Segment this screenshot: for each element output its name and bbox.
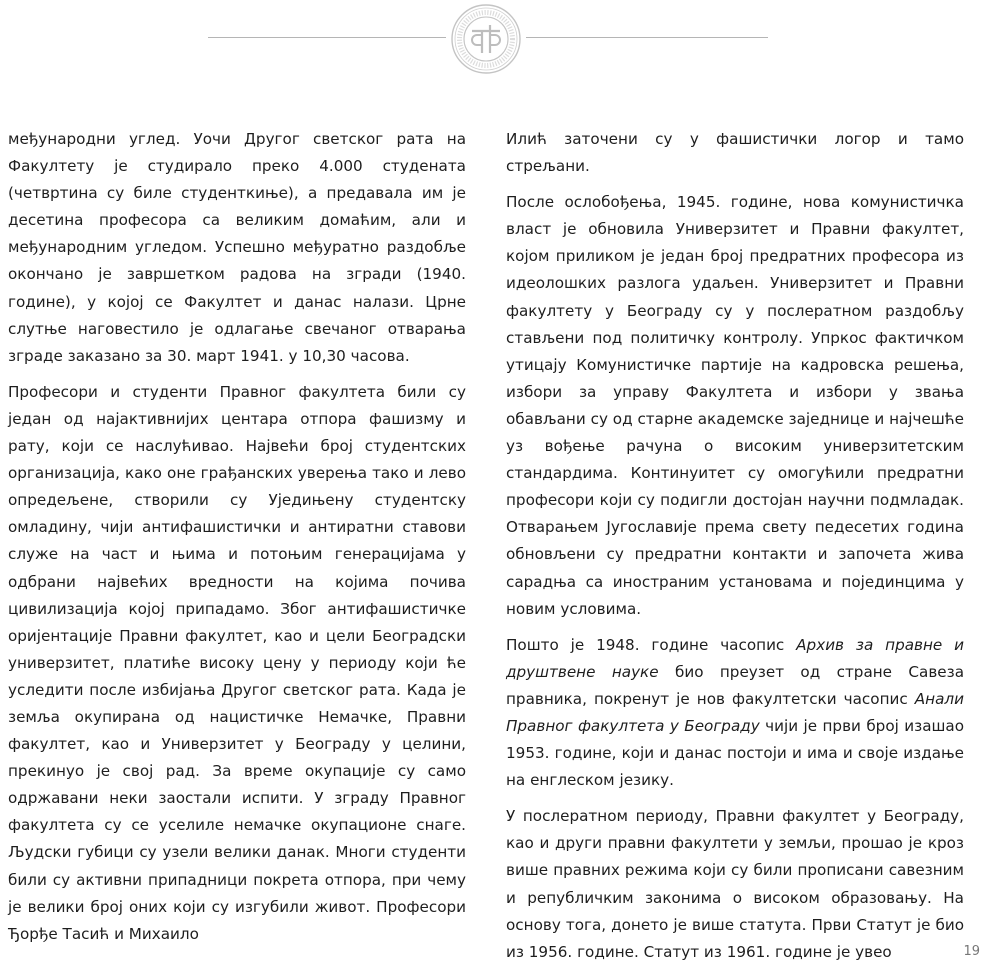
right-column (506, 126, 964, 975)
paragraph: У послератном периоду, Правни факултет у Београду, као и други правни факултети у земљи, прошао је кроз више правних режима који су били прописани савезним и републичким законима о високом образовању. На основу тога, донето је више статута. Први Статут је био из 1956. године. Статут из 1961. године је увео (506, 807, 964, 961)
page-number: 19 (963, 944, 980, 959)
text-run: Пошто је 1948. године часопис (506, 635, 797, 654)
header-rule-right (526, 37, 768, 38)
journal-title-arhiv: Архив за правне и друштвене науке (506, 635, 964, 681)
paragraph-journals (506, 632, 964, 795)
header-rule-left (208, 37, 446, 38)
page-header (0, 0, 992, 80)
paragraph: Професори и студенти Правног факултета били су један од најактивнијих центара отпора фашизму и рату, који се наслућивао. Највећи број студентских организација, како оне грађанских уверења тако и лево опредељене, створили су Уједињену студентску омладину, чији антифашистички и антиратни ставови служе на част и њима и потоњим генерацијама у одбрани највећих вредности на којима почива цивилизација којој припадамо. Због антифашистичке оријентације Правни факултет, као и цели Београдски универзитет, платиће високу цену у периоду који ће уследити после избијања Другог светског рата. Када је земља окупирана од нацистичке Немачке, Правни факултет, као и Универзитет у Београду у целини, прекинуо је свој рад. За време окупације су само одржавани неки заостали испити. У зграду Правног факултета су се уселиле немачке окупационе снаге. Људски губици су узели велики данак. Многи студенти били су активни припадници покрета отпора, при чему је велики број оних који су изгубили живот. Професори Ђорђе Тасић и Михаило (8, 382, 466, 943)
journal-title-anali: Анали Правног факултета у Београду (506, 689, 964, 735)
paragraph: међународни углед. Уочи Другог светског рата на Факултету је студирало преко 4.000 студената (четвртина су биле студенткиње), а предавала им је десетина професора са великим домаћим, али и међународним угледом. Успешно међуратно раздобље окончано је завршетком радова на згради (1940. године), у којој се Факултет и данас налази. Црне слутње наговестило је одлагање свечаног отварања зграде заказано за 30. март 1941. у 10,30 часова. (8, 130, 466, 365)
law-faculty-seal-icon (450, 3, 522, 75)
paragraph: После ослобођења, 1945. године, нова комунистичка власт је обновила Универзитет и Правни факултет, којом приликом је један број предратних професора из идеолошких разлога удаљен. Универзитет и Правни факултету у Београду су у послератном раздобљу стављени под политичку контролу. Упркос фактичком утицају Комунистичке партије на кадровска решења, избори за управу Факултета и избори у звања обављани су од старне академске заједнице и најчешће уз вођење рачуна о високим универзитетским стандардима. Континуитет су омогућили предратни професори који су подигли достојан научни подмладак. Отварањем Југославије према свету педесетих година обновљени су предратни контакти и започета жива сарадња са иностраним установама и појединцима у новим условима. (506, 193, 964, 618)
text-run: чији је први број изашао 1953. године, који и данас постоји и има и своје издање на енглеском језику. (506, 716, 965, 790)
left-column (8, 126, 466, 957)
paragraph: Илић заточени су у фашистички логор и тамо стрељани. (506, 130, 964, 176)
text-run: био преузет од стране Савеза правника, покренут је нов факултетски часопис (506, 662, 964, 708)
